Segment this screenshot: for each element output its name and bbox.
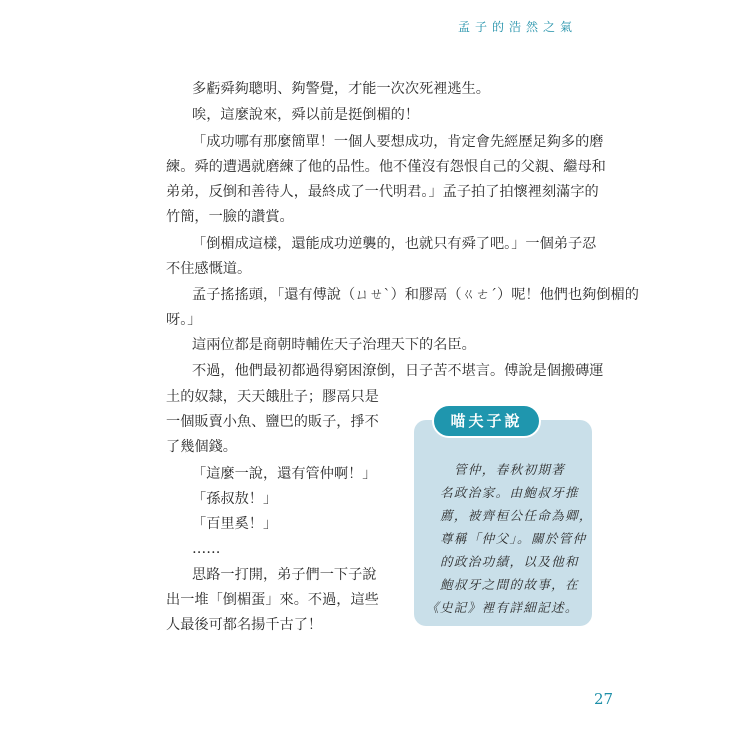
body-line: 「這麼一說，還有管仲啊！」 <box>192 466 377 482</box>
page-number: 27 <box>594 690 614 708</box>
body-line: 「孫叔敖！」 <box>192 491 278 507</box>
sidebar-title-tab <box>432 404 541 438</box>
body-line: 「成功哪有那麼簡單！一個人要想成功，肯定會先經歷足夠多的磨 <box>192 134 604 150</box>
sidebar-title: 喵夫子說 <box>450 412 523 430</box>
body-line: 「倒楣成這樣，還能成功逆襲的，也就只有舜了吧。」一個弟子忍 <box>192 236 597 252</box>
sidebar-line: 尊稱「仲父」。關於管仲 <box>440 531 587 546</box>
sidebar-line: 《史記》裡有詳細記述。 <box>426 600 579 615</box>
running-header: 孟子的浩然之氣 <box>458 20 578 34</box>
sidebar-line: 薦，被齊桓公任命為卿， <box>440 508 593 523</box>
body-line: 弟弟，反倒和善待人，最終成了一代明君。」孟子拍了拍懷裡刻滿字的 <box>166 184 599 200</box>
body-line: 出一堆「倒楣蛋」來。不過，這些 <box>166 592 379 608</box>
body-line: 唉，這麼說來，舜以前是挺倒楣的！ <box>192 107 420 123</box>
body-line: 呀。」 <box>166 312 202 328</box>
body-line: 人最後可都名揚千古了！ <box>166 617 323 633</box>
sidebar-line: 名政治家。由鮑叔牙推 <box>440 485 579 500</box>
body-line: 多虧舜夠聰明、夠警覺，才能一次次死裡逃生。 <box>192 81 490 97</box>
body-line: …… <box>192 541 221 557</box>
body-line: 練。舜的遭遇就磨練了他的品性。他不僅沒有怨恨自己的父親、繼母和 <box>166 159 606 175</box>
body-line: 土的奴隸，天天餓肚子；膠鬲只是 <box>166 389 379 405</box>
body-line: 這兩位都是商朝時輔佐天子治理天下的名臣。 <box>192 337 476 353</box>
body-line: 竹簡，一臉的讚賞。 <box>166 209 294 225</box>
body-line: 一個販賣小魚、鹽巴的販子，掙不 <box>166 414 379 430</box>
body-line: 孟子搖搖頭，「還有傅說（ㄩㄝˋ）和膠鬲（ㄍㄜˊ）呢！他們也夠倒楣的 <box>192 287 639 303</box>
body-line: 不過，他們最初都過得窮困潦倒，日子苦不堪言。傅說是個搬磚運 <box>192 363 604 379</box>
sidebar-box <box>414 420 592 626</box>
sidebar-line: 的政治功績，以及他和 <box>440 554 579 569</box>
body-line: 了幾個錢。 <box>166 439 237 455</box>
sidebar-line: 管仲，春秋初期著 <box>454 462 566 477</box>
sidebar-line: 鮑叔牙之間的故事，在 <box>440 577 579 592</box>
body-line: 不住感慨道。 <box>166 261 252 277</box>
body-line: 思路一打開，弟子們一下子說 <box>192 567 377 583</box>
body-line: 「百里奚！」 <box>192 516 278 532</box>
